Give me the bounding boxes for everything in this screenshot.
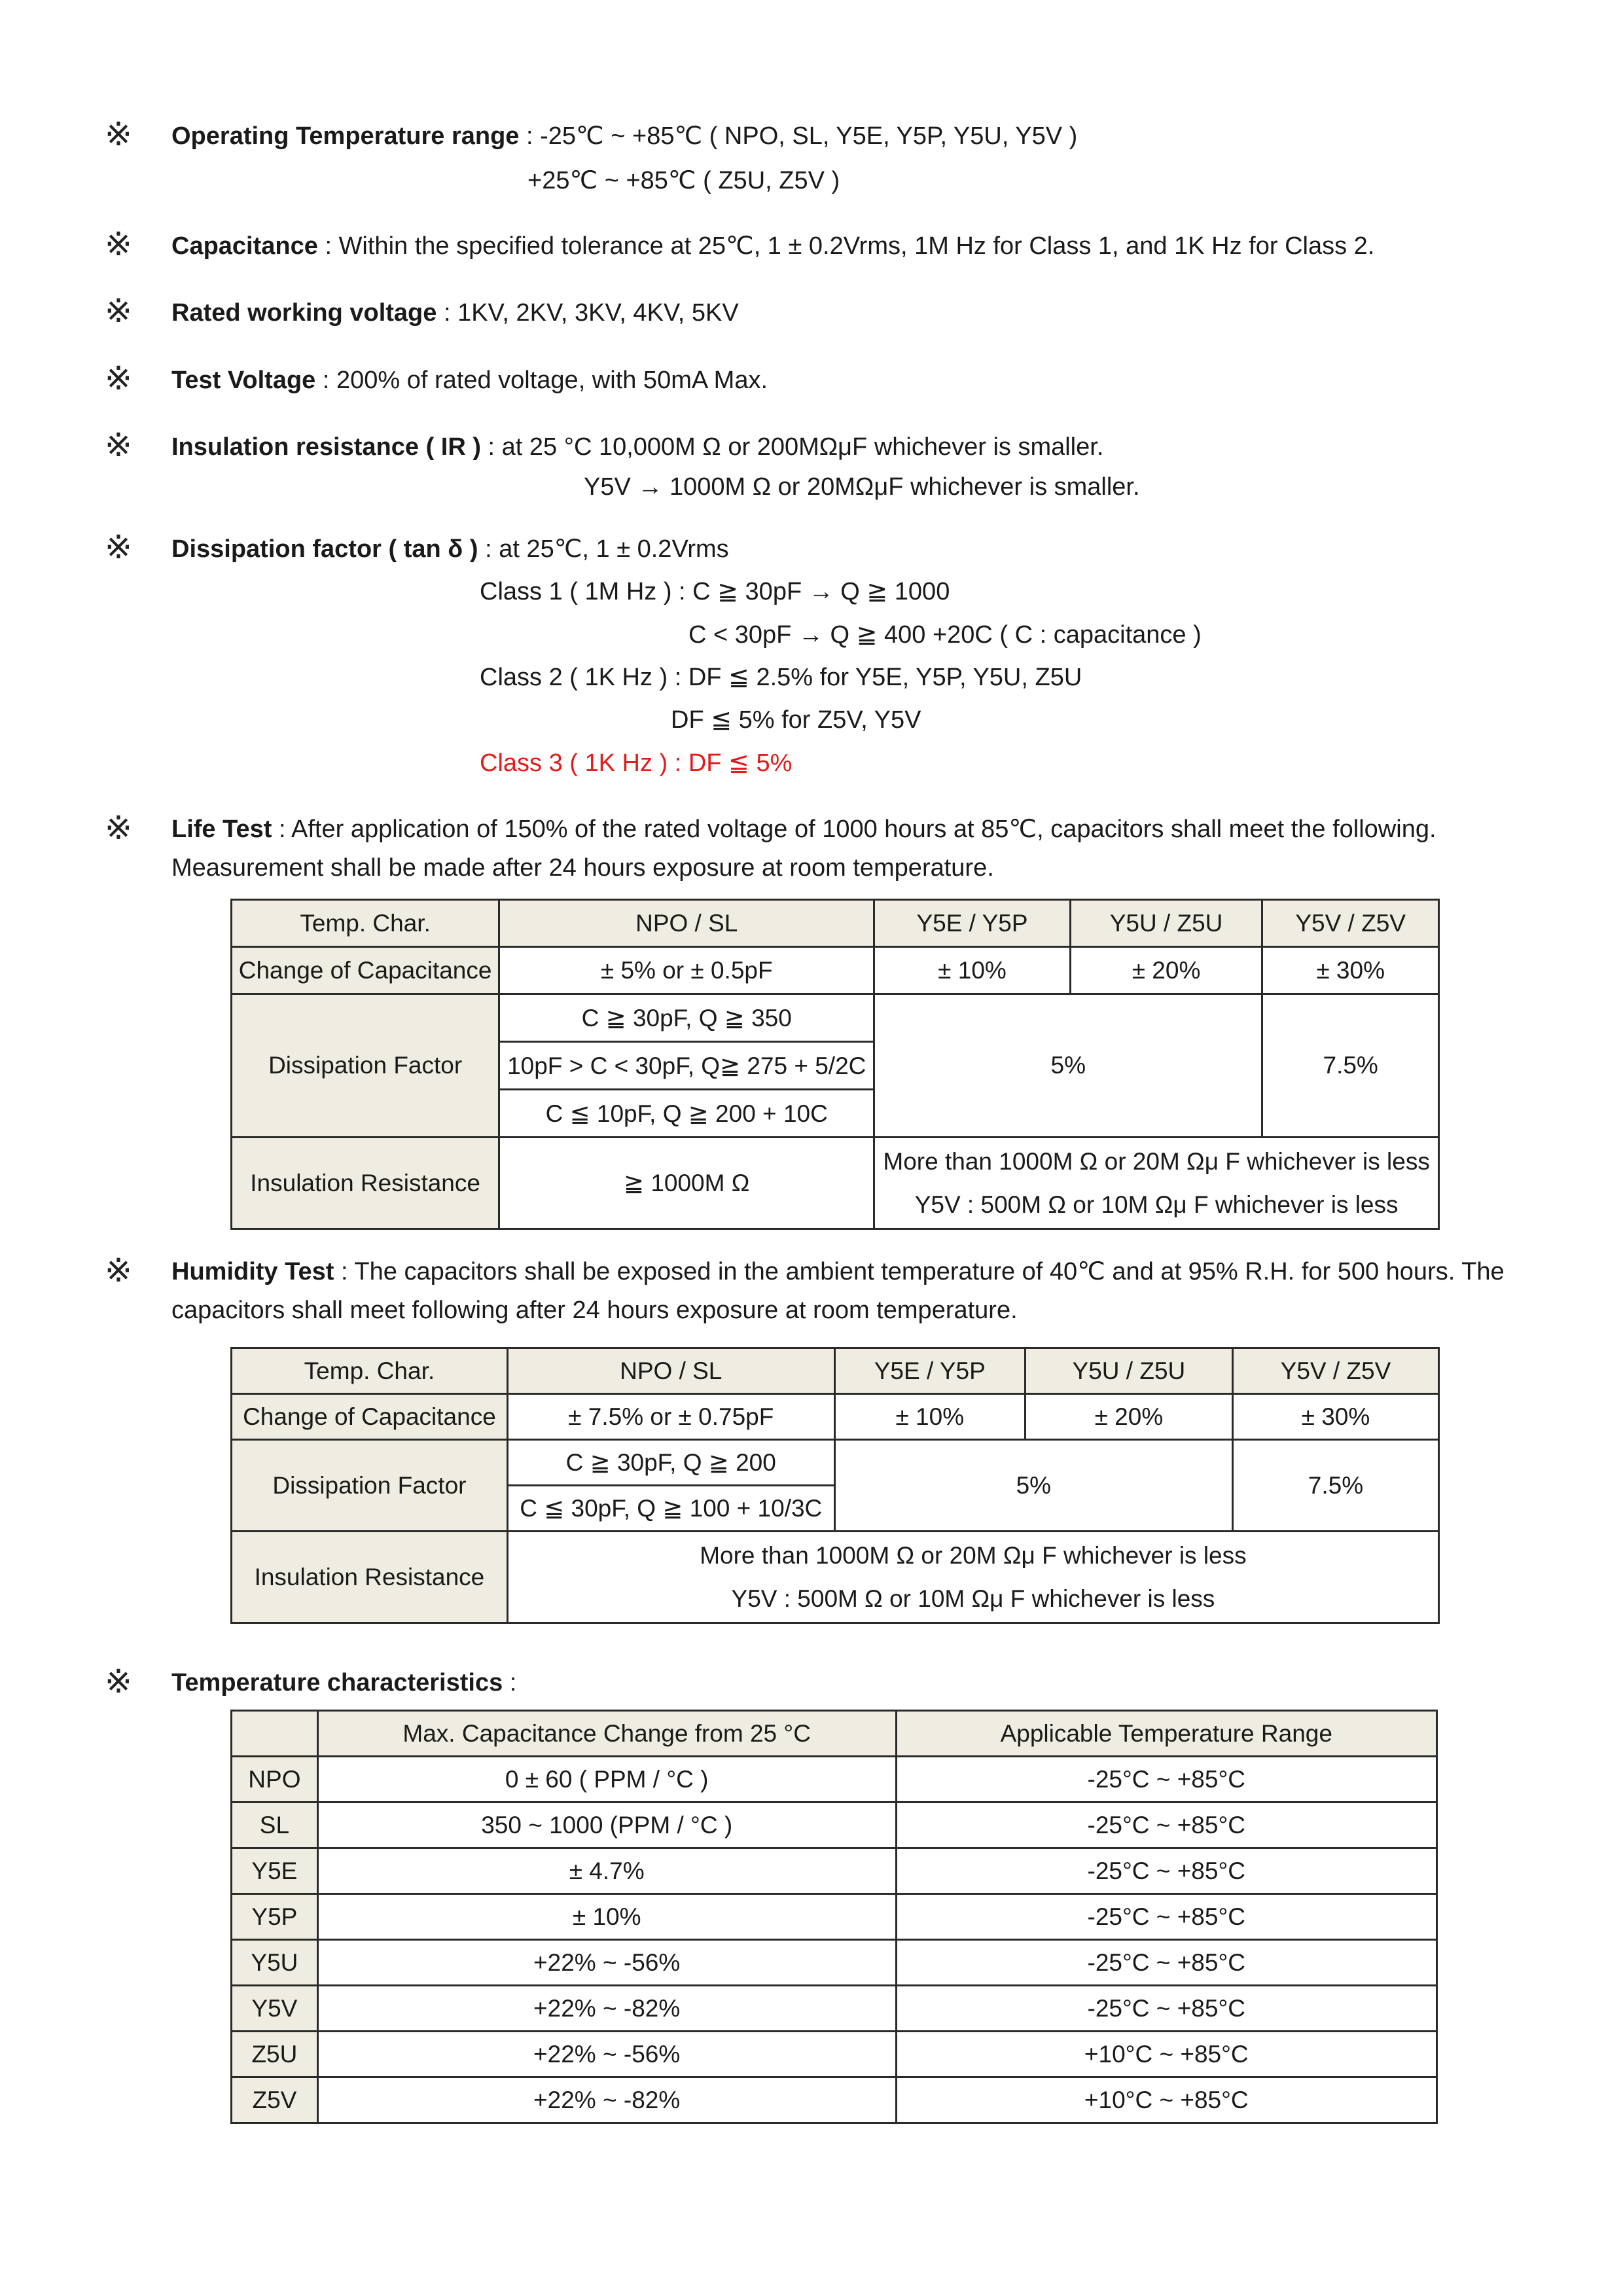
humidity-df-label: Dissipation Factor xyxy=(232,1440,508,1532)
life-test-line-2: Measurement shall be made after 24 hours exposure at room temperature. xyxy=(171,854,994,882)
temp-row-range: -25°C ~ +85°C xyxy=(896,1986,1436,2032)
rated-voltage-label: Rated working voltage xyxy=(171,299,437,327)
rated-voltage-value: : 1KV, 2KV, 3KV, 4KV, 5KV xyxy=(437,299,739,327)
life-df-npo-2: 10pF > C < 30pF, Q≧ 275 + 5/2C xyxy=(499,1042,874,1090)
temp-row-char: Y5U xyxy=(232,1940,318,1986)
temp-row-char: Y5V xyxy=(232,1986,318,2032)
reference-mark-icon: ※ xyxy=(105,427,132,463)
dissipation-label: Dissipation factor ( tan δ ) xyxy=(171,535,478,563)
dissipation-class2a: Class 2 ( 1K Hz ) : DF ≦ 2.5% for Y5E, Y5P, Y5U, Z5U xyxy=(480,664,1082,691)
temp-header-char xyxy=(232,1711,318,1757)
humidity-cap-y5v: ± 30% xyxy=(1232,1394,1438,1440)
capacitance-line xyxy=(171,230,1374,262)
operating-temperature-line-2: +25℃ ~ +85℃ ( Z5U, Z5V ) xyxy=(527,167,840,194)
humidity-header-npo-sl: NPO / SL xyxy=(507,1348,834,1394)
life-test-line xyxy=(171,814,1436,845)
life-ir-line-1: More than 1000M Ω or 20M Ωμ F whichever is less xyxy=(883,1147,1430,1175)
capacitance-value: : Within the specified tolerance at 25℃, 1 ± 0.2Vrms, 1M Hz for Class 1, and 1K Hz for Class 2. xyxy=(317,232,1375,260)
humidity-test-label: Humidity Test xyxy=(171,1258,334,1285)
life-header-y5u-z5u: Y5U / Z5U xyxy=(1070,900,1262,947)
humidity-header-y5e-y5p: Y5E / Y5P xyxy=(834,1348,1025,1394)
table-row xyxy=(232,1986,1437,2032)
humidity-test-line xyxy=(171,1256,1505,1287)
operating-temperature-label: Operating Temperature range xyxy=(171,122,520,150)
humidity-cap-npo: ± 7.5% or ± 0.75pF xyxy=(507,1394,834,1440)
temp-header-change: Max. Capacitance Change from 25 °C xyxy=(317,1711,896,1757)
temp-row-char: Y5P xyxy=(232,1894,318,1940)
test-voltage-label: Test Voltage xyxy=(171,367,316,394)
temp-row-change: ± 10% xyxy=(317,1894,896,1940)
temperature-characteristics-suffix: : xyxy=(503,1669,517,1696)
humidity-ir-line-1: More than 1000M Ω or 20M Ωμ F whichever is less xyxy=(700,1541,1247,1569)
life-cap-npo: ± 5% or ± 0.5pF xyxy=(499,947,874,994)
reference-mark-icon: ※ xyxy=(105,1663,132,1700)
dissipation-line xyxy=(171,533,729,565)
reference-mark-icon: ※ xyxy=(105,116,132,152)
test-voltage-line xyxy=(171,365,768,396)
life-df-npo-3: C ≦ 10pF, Q ≧ 200 + 10C xyxy=(499,1090,874,1138)
temp-row-char: NPO xyxy=(232,1757,318,1803)
life-df-label: Dissipation Factor xyxy=(232,994,499,1138)
life-ir-label: Insulation Resistance xyxy=(232,1138,499,1229)
humidity-df-npo-1: C ≧ 30pF, Q ≧ 200 xyxy=(507,1440,834,1486)
temp-row-change: +22% ~ -56% xyxy=(317,1940,896,1986)
life-cap-y5e: ± 10% xyxy=(874,947,1071,994)
humidity-test-table xyxy=(230,1347,1440,1624)
reference-mark-icon: ※ xyxy=(105,226,132,262)
operating-temperature-value: : -25℃ ~ +85℃ ( NPO, SL, Y5E, Y5P, Y5U, Y5V ) xyxy=(519,122,1078,150)
life-cap-y5v: ± 30% xyxy=(1262,947,1439,994)
dissipation-class2b: DF ≦ 5% for Z5V, Y5V xyxy=(671,706,921,734)
humidity-ir-value xyxy=(507,1532,1438,1623)
life-df-mid: 5% xyxy=(874,994,1262,1138)
reference-mark-icon: ※ xyxy=(105,293,132,329)
temp-header-range: Applicable Temperature Range xyxy=(896,1711,1436,1757)
dissipation-value: : at 25℃, 1 ± 0.2Vrms xyxy=(478,535,729,563)
temperature-characteristics-line xyxy=(171,1667,516,1698)
humidity-test-value: : The capacitors shall be exposed in the ambient temperature of 40℃ and at 95% R.H. for 500 hours. The xyxy=(334,1258,1505,1285)
temp-row-range: -25°C ~ +85°C xyxy=(896,1894,1436,1940)
table-row xyxy=(232,1757,1437,1803)
temp-row-change: +22% ~ -56% xyxy=(317,2032,896,2077)
insulation-label: Insulation resistance ( IR ) xyxy=(171,433,481,461)
temp-row-change: +22% ~ -82% xyxy=(317,2077,896,2123)
reference-mark-icon: ※ xyxy=(105,1252,132,1289)
reference-mark-icon: ※ xyxy=(105,360,132,397)
table-row xyxy=(232,1848,1437,1894)
temp-row-range: -25°C ~ +85°C xyxy=(896,1803,1436,1848)
humidity-ir-line-2: Y5V : 500M Ω or 10M Ωμ F whichever is less xyxy=(731,1585,1215,1612)
temp-row-char: Z5U xyxy=(232,2032,318,2077)
dissipation-class1b: C < 30pF → Q ≧ 400 +20C ( C : capacitance ) xyxy=(688,621,1202,649)
temp-row-change: ± 4.7% xyxy=(317,1848,896,1894)
humidity-cap-label: Change of Capacitance xyxy=(232,1394,508,1440)
temp-row-range: -25°C ~ +85°C xyxy=(896,1940,1436,1986)
humidity-header-y5v-z5v: Y5V / Z5V xyxy=(1232,1348,1438,1394)
humidity-header-y5u-z5u: Y5U / Z5U xyxy=(1025,1348,1232,1394)
temp-row-change: 0 ± 60 ( PPM / °C ) xyxy=(317,1757,896,1803)
life-ir-npo: ≧ 1000M Ω xyxy=(499,1138,874,1229)
table-row xyxy=(232,2077,1437,2123)
humidity-df-last: 7.5% xyxy=(1232,1440,1438,1532)
life-test-label: Life Test xyxy=(171,816,272,843)
capacitance-label: Capacitance xyxy=(171,232,318,260)
table-row xyxy=(232,1940,1437,1986)
temp-row-range: -25°C ~ +85°C xyxy=(896,1757,1436,1803)
rated-voltage-line xyxy=(171,297,739,329)
reference-mark-icon: ※ xyxy=(105,810,132,846)
life-header-y5v-z5v: Y5V / Z5V xyxy=(1262,900,1439,947)
life-ir-line-2: Y5V : 500M Ω or 10M Ωμ F whichever is less xyxy=(914,1191,1399,1218)
life-test-table xyxy=(230,899,1440,1230)
life-ir-value xyxy=(874,1138,1439,1229)
temp-row-range: +10°C ~ +85°C xyxy=(896,2077,1436,2123)
humidity-ir-label: Insulation Resistance xyxy=(232,1532,508,1623)
life-df-last: 7.5% xyxy=(1262,994,1439,1138)
life-cap-y5u: ± 20% xyxy=(1070,947,1262,994)
life-header-y5e-y5p: Y5E / Y5P xyxy=(874,900,1071,947)
operating-temperature-line xyxy=(171,120,1077,152)
humidity-test-line-2: capacitors shall meet following after 24 hours exposure at room temperature. xyxy=(171,1297,1018,1324)
temp-row-char: Z5V xyxy=(232,2077,318,2123)
life-test-value: : After application of 150% of the rated voltage of 1000 hours at 85℃, capacitors shall meet the following. xyxy=(272,816,1436,843)
table-row xyxy=(232,1803,1437,1848)
humidity-header-temp-char: Temp. Char. xyxy=(232,1348,508,1394)
table-row xyxy=(232,2032,1437,2077)
humidity-cap-y5u: ± 20% xyxy=(1025,1394,1232,1440)
insulation-value: : at 25 °C 10,000M Ω or 200MΩμF whichever is smaller. xyxy=(481,433,1104,461)
temperature-characteristics-table xyxy=(230,1710,1438,2124)
temp-row-change: 350 ~ 1000 (PPM / °C ) xyxy=(317,1803,896,1848)
life-header-temp-char: Temp. Char. xyxy=(232,900,499,947)
table-row xyxy=(232,1894,1437,1940)
reference-mark-icon: ※ xyxy=(105,529,132,565)
temp-row-range: +10°C ~ +85°C xyxy=(896,2032,1436,2077)
temp-row-change: +22% ~ -82% xyxy=(317,1986,896,2032)
humidity-df-mid: 5% xyxy=(834,1440,1232,1532)
dissipation-class1a: Class 1 ( 1M Hz ) : C ≧ 30pF → Q ≧ 1000 xyxy=(480,578,950,605)
temp-row-range: -25°C ~ +85°C xyxy=(896,1848,1436,1894)
humidity-df-npo-2: C ≦ 30pF, Q ≧ 100 + 10/3C xyxy=(507,1486,834,1532)
insulation-line xyxy=(171,431,1103,463)
temp-row-char: SL xyxy=(232,1803,318,1848)
insulation-line-2: Y5V → 1000M Ω or 20MΩμF whichever is smaller. xyxy=(584,473,1140,501)
test-voltage-value: : 200% of rated voltage, with 50mA Max. xyxy=(315,367,768,394)
dissipation-class3: Class 3 ( 1K Hz ) : DF ≦ 5% xyxy=(480,749,793,777)
temperature-characteristics-label: Temperature characteristics xyxy=(171,1669,503,1696)
life-df-npo-1: C ≧ 30pF, Q ≧ 350 xyxy=(499,994,874,1042)
humidity-cap-y5e: ± 10% xyxy=(834,1394,1025,1440)
life-cap-label: Change of Capacitance xyxy=(232,947,499,994)
life-header-npo-sl: NPO / SL xyxy=(499,900,874,947)
temp-row-char: Y5E xyxy=(232,1848,318,1894)
